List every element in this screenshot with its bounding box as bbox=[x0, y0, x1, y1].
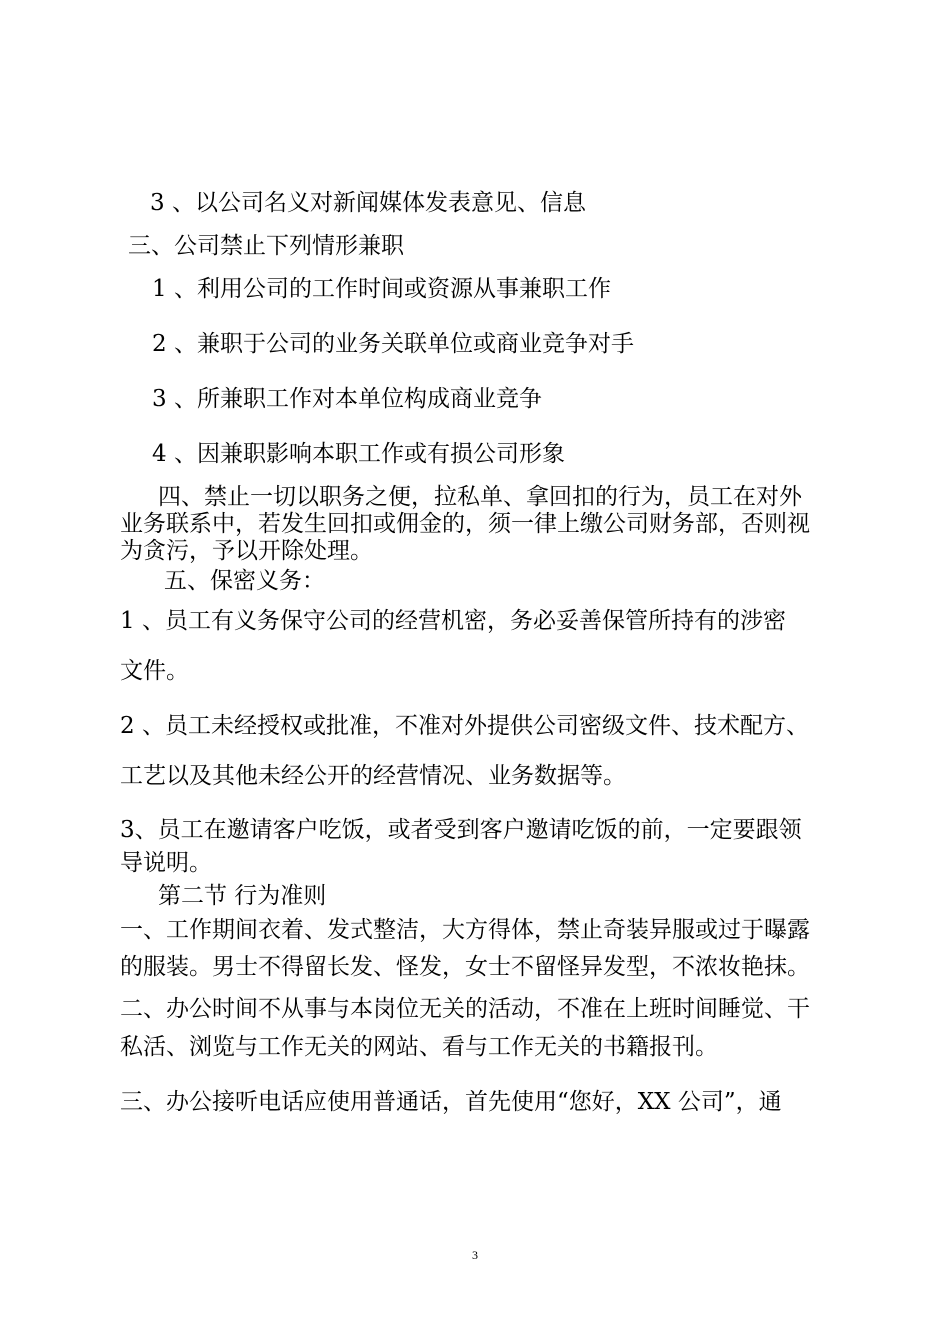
paragraph-line: 导说明。 bbox=[120, 850, 212, 876]
section-heading: 三、公司禁止下列情形兼职 bbox=[128, 233, 404, 259]
paragraph-line: 一、工作期间衣着、发式整洁，大方得体，禁止奇装异服或过于曝露 bbox=[120, 917, 810, 943]
section-heading: 五、保密义务： bbox=[164, 568, 325, 594]
paragraph-line: 1 、员工有义务保守公司的经营机密，务必妥善保管所持有的涉密 bbox=[120, 608, 786, 634]
section-heading: 第二节 行为准则 bbox=[158, 883, 327, 909]
paragraph-line: 工艺以及其他未经公开的经营情况、业务数据等。 bbox=[120, 763, 626, 789]
paragraph-line: 2 、员工未经授权或批准，不准对外提供公司密级文件、技术配方、 bbox=[120, 713, 809, 739]
text-line: 3 、所兼职工作对本单位构成商业竞争 bbox=[152, 386, 542, 412]
text-line: 1 、利用公司的工作时间或资源从事兼职工作 bbox=[152, 276, 611, 302]
paragraph-line: 的服装。男士不得留长发、怪发，女士不留怪异发型，不浓妆艳抹。 bbox=[120, 954, 810, 980]
paragraph-line: 文件。 bbox=[120, 658, 189, 684]
page-number: 3 bbox=[472, 1248, 478, 1262]
paragraph-line: 为贪污，予以开除处理。 bbox=[120, 538, 373, 564]
text-line: 2 、兼职于公司的业务关联单位或商业竞争对手 bbox=[152, 331, 634, 357]
paragraph-line: 业务联系中，若发生回扣或佣金的，须一律上缴公司财务部，否则视 bbox=[120, 511, 810, 537]
text-line: 4 、因兼职影响本职工作或有损公司形象 bbox=[152, 441, 565, 467]
text-line: 3 、以公司名义对新闻媒体发表意见、信息 bbox=[150, 190, 586, 216]
paragraph-line: 私活、浏览与工作无关的网站、看与工作无关的书籍报刊。 bbox=[120, 1034, 718, 1060]
paragraph-line: 二、办公时间不从事与本岗位无关的活动，不准在上班时间睡觉、干 bbox=[120, 996, 810, 1022]
paragraph-line: 四、禁止一切以职务之便，拉私单、拿回扣的行为，员工在对外 bbox=[158, 484, 802, 510]
paragraph-line: 三、办公接听电话应使用普通话，首先使用“您好，XX 公司”，通 bbox=[120, 1089, 782, 1115]
paragraph-line: 3、员工在邀请客户吃饭，或者受到客户邀请吃饭的前，一定要跟领 bbox=[120, 817, 802, 843]
